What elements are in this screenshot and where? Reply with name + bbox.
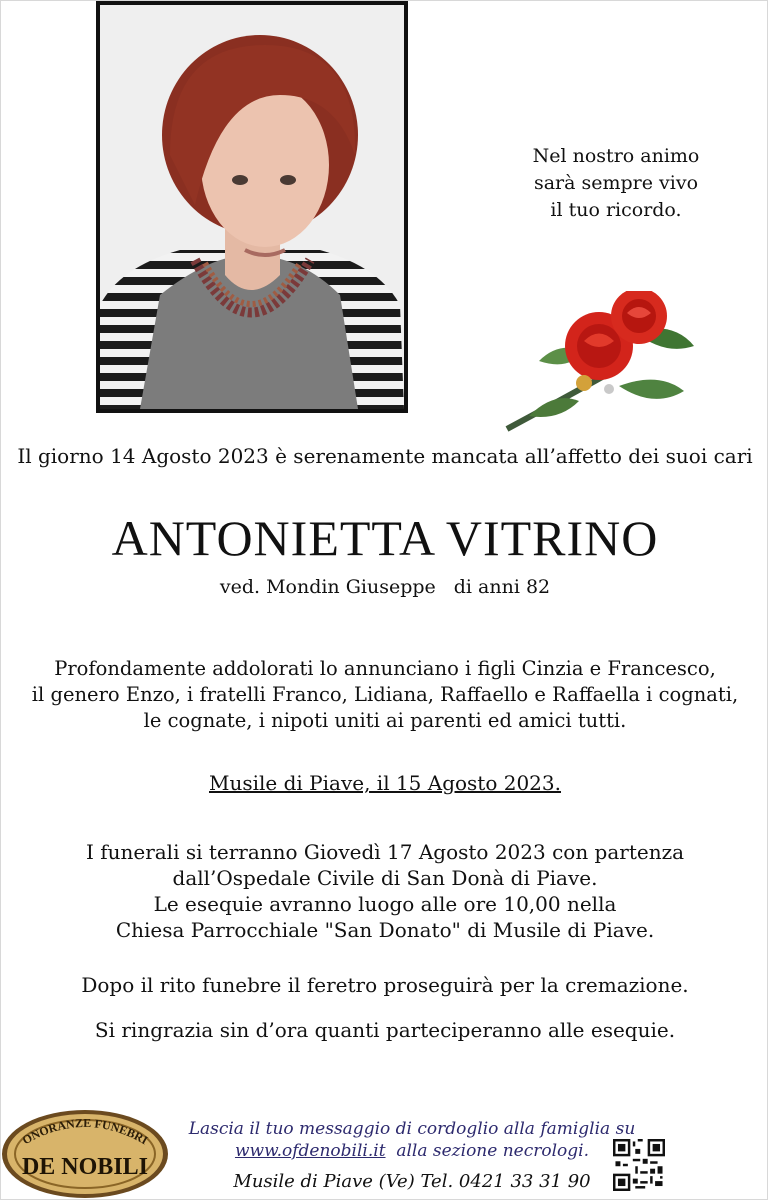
footer-line-2: [177, 1140, 647, 1162]
logo-main-text: DE NOBILI: [21, 1154, 149, 1180]
portrait-illustration: [100, 5, 404, 409]
contact-line: Musile di Piave (Ve) Tel. 0421 33 31 90: [233, 1171, 591, 1192]
thanks-note: Si ringrazia sin d’ora quanti parteciperanno alle esequie.: [94, 1018, 676, 1042]
footer-line-2-rest: alla sezione necrologi.: [396, 1141, 590, 1161]
widow-of: ved. Mondin Giuseppe: [219, 576, 436, 598]
funeral-info: [1, 839, 768, 943]
mourners-line: le cognate, i nipoti uniti ai parenti ed amici tutti.: [143, 709, 627, 732]
verse-line: Nel nostro animo: [532, 145, 700, 167]
website-link[interactable]: www.ofdenobili.it: [234, 1141, 386, 1161]
mourners-line: Profondamente addolorati lo annunciano i figli Cinzia e Francesco,: [54, 657, 716, 680]
footer-message: [177, 1118, 647, 1193]
logo-top-text: ONORANZE FUNEBRI: [19, 1115, 151, 1148]
verse-line: il tuo ricordo.: [550, 199, 682, 221]
red-roses-icon: [499, 291, 699, 436]
verse-line: sarà sempre vivo: [533, 172, 699, 194]
deceased-name: ANTONIETTA VITRINO: [111, 510, 659, 566]
mourners-paragraph: [1, 656, 768, 734]
mourners-line: il genero Enzo, i fratelli Franco, Lidiana, Raffaello e Raffaella i cognati,: [31, 683, 739, 706]
qr-code-icon[interactable]: [613, 1139, 665, 1191]
place-date: Musile di Piave, il 15 Agosto 2023.: [209, 771, 561, 795]
portrait-photo: [96, 1, 408, 413]
deceased-details: [1, 576, 768, 598]
funeral-line: I funerali si terranno Giovedì 17 Agosto 2023 con partenza: [85, 840, 685, 864]
funeral-line: dall’Ospedale Civile di San Donà di Piave.: [172, 866, 598, 890]
memorial-verse: [491, 143, 741, 224]
footer-line-1: Lascia il tuo messaggio di cordoglio alla famiglia su: [188, 1119, 636, 1139]
age: di anni 82: [453, 576, 551, 598]
de-nobili-logo: [1, 1106, 173, 1200]
funeral-line: Le esequie avranno luogo alle ore 10,00 nella: [153, 892, 617, 916]
funeral-line: Chiesa Parrocchiale "San Donato" di Musile di Piave.: [115, 918, 655, 942]
cremation-note: Dopo il rito funebre il feretro proseguirà per la cremazione.: [81, 973, 689, 997]
intro-text: Il giorno 14 Agosto 2023 è serenamente mancata all’affetto dei suoi cari: [17, 444, 753, 468]
